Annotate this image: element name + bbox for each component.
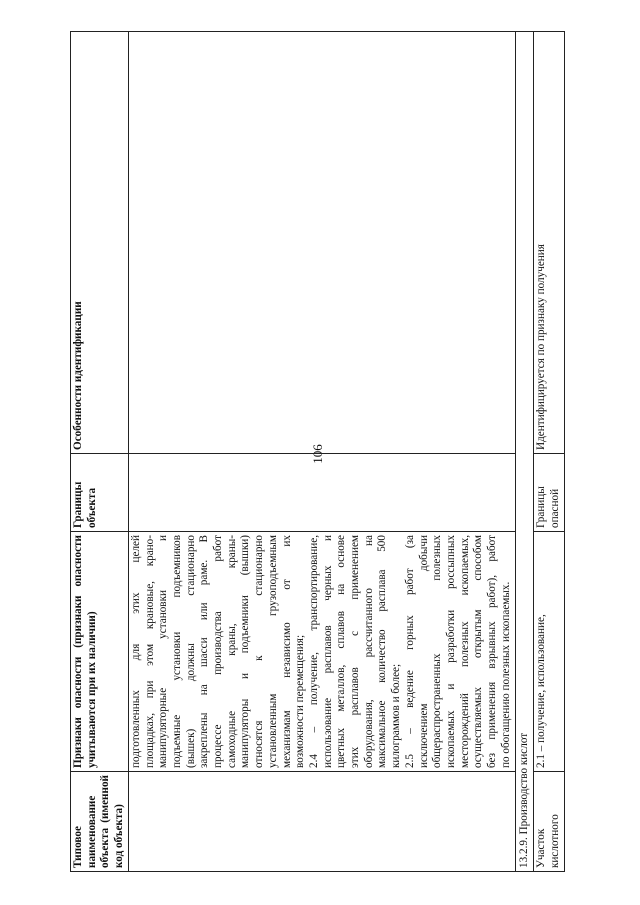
hazard-line: ископаемых и разработки россыпных xyxy=(444,535,457,768)
hazard-line: установленным грузоподъемным xyxy=(266,535,279,768)
cell-hazard-signs xyxy=(534,532,564,772)
cell-identification-features xyxy=(128,32,515,454)
hazard-line: этих расплавов с применением xyxy=(349,535,362,768)
hazard-line: самоходные краны, краны- xyxy=(225,535,238,768)
hazard-line: механизмам независимо от их xyxy=(280,535,293,768)
hazard-line: месторождений полезных ископаемых, xyxy=(458,535,471,768)
table-row xyxy=(128,32,515,872)
hazard-line: осуществляемых открытым способом xyxy=(472,535,485,768)
hazard-line: по обогащению полезных ископаемых. xyxy=(499,581,512,768)
hazard-line: возможности перемещения; xyxy=(294,634,307,768)
hazard-line: (вышек) должны стационарно xyxy=(184,535,197,768)
header-object-type: Типовое наименование объекта (именной код объекта) xyxy=(71,772,129,872)
header-identification-features: Особенности идентификации xyxy=(71,32,129,454)
hazard-identification-table xyxy=(70,31,565,872)
hazard-line: оборудования, рассчитанного на xyxy=(362,535,375,768)
hazard-line: подъемные установки подъемников xyxy=(170,535,183,768)
header-hazard-signs: Признаки опасности (признаки опасности учитываются при их наличии) xyxy=(71,532,129,772)
hazard-line: общераспространенных полезных xyxy=(431,535,444,768)
section-title: 13.2.9. Производство кислот xyxy=(515,32,534,872)
header-object-boundaries: Границы объекта xyxy=(71,454,129,532)
hazard-line: подготовленных для этих целей xyxy=(129,535,142,768)
hazard-line: килограммов и более; xyxy=(390,663,403,768)
hazard-line: площадках, при этом крановые, крано- xyxy=(143,535,156,768)
cell-object-type: Участок кислотного xyxy=(534,772,564,872)
cell-identification-features: Идентифицируется по признаку получения xyxy=(534,32,564,454)
hazard-line: 2.5 – ведение горных работ (за xyxy=(403,535,416,768)
hazard-line: использование расплавов черных и xyxy=(321,535,334,768)
page-number: 106 xyxy=(310,444,325,464)
hazard-line: относятся к стационарно xyxy=(253,535,266,768)
cell-object-boundaries: Границы опасной xyxy=(534,454,564,532)
hazard-line: процессе производства работ xyxy=(212,535,225,768)
table-row xyxy=(534,32,564,872)
hazard-line: манипуляторные установки и xyxy=(157,535,170,768)
hazard-line: исключением добычи xyxy=(417,535,430,768)
hazard-line: максимальное количество расплава 500 xyxy=(376,535,389,768)
hazard-line: 2.4 – получение, транспортирование, xyxy=(307,535,320,768)
hazard-line: 2.1 – получение, использование, xyxy=(535,614,548,768)
hazard-line: манипуляторы и подъемники (вышки) xyxy=(239,535,252,768)
table-header-row xyxy=(71,32,129,872)
hazard-line: без применения взрывных работ), работ xyxy=(486,535,499,768)
hazard-line: закреплены на шасси или раме. В xyxy=(198,535,211,768)
cell-object-boundaries xyxy=(128,454,515,532)
hazard-line: цветных металлов, сплавов на основе xyxy=(335,535,348,768)
section-row xyxy=(515,32,534,872)
rotated-table-container xyxy=(70,32,570,872)
cell-hazard-signs xyxy=(128,532,515,772)
cell-object-type xyxy=(128,772,515,872)
